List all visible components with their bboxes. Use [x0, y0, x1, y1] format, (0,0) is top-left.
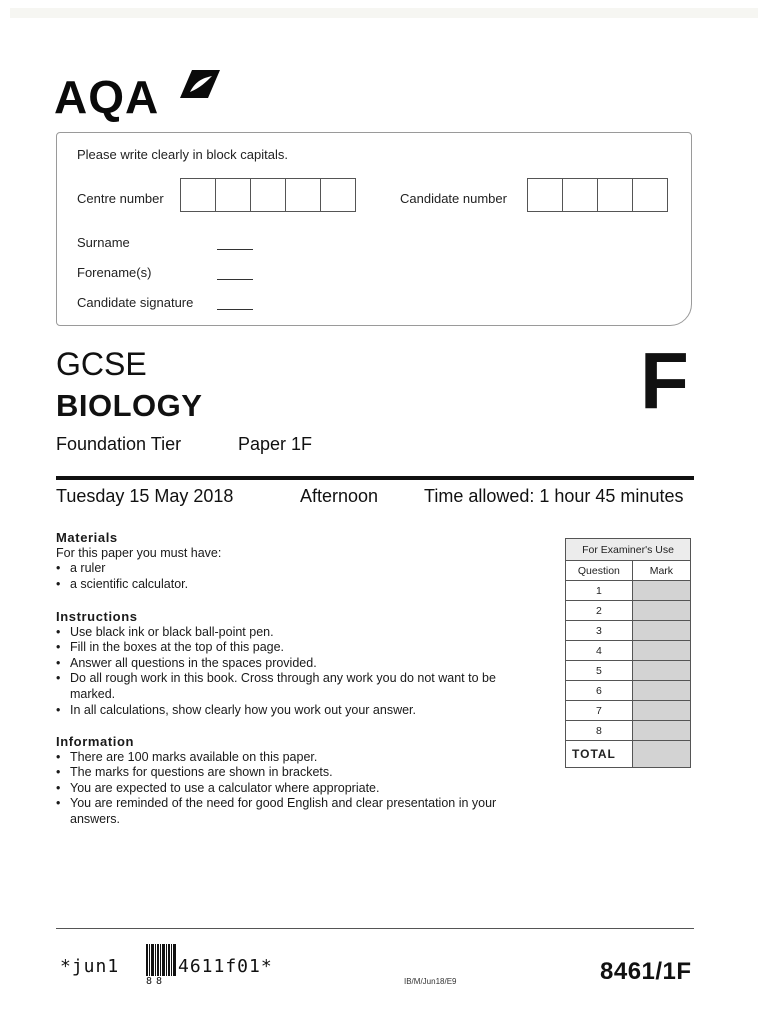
table-row: [566, 621, 691, 641]
candidate-number-boxes[interactable]: [528, 178, 668, 212]
centre-number-box[interactable]: [215, 178, 251, 212]
document-reference: IB/M/Jun18/E9: [404, 977, 457, 986]
table-row: [566, 581, 691, 601]
question-number: 6: [566, 681, 633, 701]
examiner-table-title: For Examiner's Use: [566, 539, 691, 561]
table-row: [566, 701, 691, 721]
table-row: [566, 641, 691, 661]
information-section: [56, 734, 526, 828]
barcode-digits: 88: [146, 976, 167, 987]
materials-item: • a scientific calculator.: [56, 577, 536, 593]
information-item: • You are expected to use a calculator where appropriate.: [56, 781, 526, 797]
aqa-logo: [54, 62, 254, 122]
top-edge-strip: [10, 8, 758, 18]
barcode-icon: [146, 944, 176, 976]
instructions-item: • Do all rough work in this book. Cross through any work you do not want to be marked.: [56, 671, 526, 702]
examiner-use-table: [565, 538, 691, 768]
paper-code: 8461/1F: [600, 958, 692, 985]
centre-number-box[interactable]: [285, 178, 321, 212]
mark-column-header: Mark: [632, 561, 690, 581]
candidate-number-box[interactable]: [632, 178, 668, 212]
centre-number-label: Centre number: [77, 191, 164, 206]
barcode-text-left: *jun1: [60, 956, 120, 977]
mark-cell: [632, 721, 690, 741]
centre-number-box[interactable]: [320, 178, 356, 212]
information-title: Information: [56, 734, 135, 749]
mark-cell: [632, 661, 690, 681]
centre-number-box[interactable]: [180, 178, 216, 212]
mark-cell: [632, 601, 690, 621]
question-number: 1: [566, 581, 633, 601]
materials-title: Materials: [56, 530, 118, 545]
time-allowed: Time allowed: 1 hour 45 minutes: [424, 486, 684, 506]
logo-text: AQA: [54, 71, 160, 123]
question-number: 7: [566, 701, 633, 721]
subject-title: BIOLOGY: [56, 388, 203, 423]
instructions-item: • Fill in the boxes at the top of this page.: [56, 640, 526, 656]
mark-cell: [632, 621, 690, 641]
materials-item: • a ruler: [56, 561, 536, 577]
forenames-label: Forename(s): [77, 265, 152, 280]
qualification-title: GCSE: [56, 346, 147, 382]
signature-label: Candidate signature: [77, 295, 194, 310]
information-item: • You are reminded of the need for good English and clear presentation in your answers.: [56, 796, 526, 827]
instructions-item: • Use black ink or black ball-point pen.: [56, 625, 526, 641]
barcode-text-right: 4611f01*: [178, 956, 273, 977]
question-column-header: Question: [566, 561, 633, 581]
table-row: [566, 681, 691, 701]
information-item: • The marks for questions are shown in brackets.: [56, 765, 526, 781]
total-label: TOTAL: [566, 741, 633, 768]
exam-session: Afternoon: [300, 486, 379, 506]
signature-field[interactable]: [217, 309, 253, 310]
candidate-number-label: Candidate number: [400, 191, 507, 206]
paper-label: Paper 1F: [238, 434, 313, 454]
forenames-field[interactable]: [217, 279, 253, 280]
materials-section: [56, 530, 536, 592]
tier-letter: F: [640, 336, 689, 425]
table-row: [566, 721, 691, 741]
information-item: • There are 100 marks available on this paper.: [56, 750, 526, 766]
centre-number-box[interactable]: [250, 178, 286, 212]
instructions-item: • In all calculations, show clearly how you work out your answer.: [56, 703, 526, 719]
question-number: 5: [566, 661, 633, 681]
title-divider: [56, 476, 694, 480]
candidate-number-box[interactable]: [597, 178, 633, 212]
surname-field[interactable]: [217, 249, 253, 250]
table-row: [566, 661, 691, 681]
question-number: 8: [566, 721, 633, 741]
instructions-title: Instructions: [56, 609, 138, 624]
total-mark-cell: [632, 741, 690, 768]
materials-intro: For this paper you must have:: [56, 545, 222, 560]
question-number: 3: [566, 621, 633, 641]
instructions-section: [56, 609, 526, 718]
instructions-item: • Answer all questions in the spaces provided.: [56, 656, 526, 672]
centre-number-boxes[interactable]: [181, 178, 356, 212]
table-row: [566, 601, 691, 621]
total-row: [566, 741, 691, 768]
leaf-icon: [178, 66, 222, 102]
candidate-number-box[interactable]: [527, 178, 563, 212]
tier-label: Foundation Tier: [56, 434, 182, 454]
candidate-details-box: [56, 132, 692, 326]
mark-cell: [632, 681, 690, 701]
mark-cell: [632, 581, 690, 601]
question-number: 2: [566, 601, 633, 621]
footer-divider: [56, 928, 694, 929]
surname-label: Surname: [77, 235, 130, 250]
block-capitals-instruction: Please write clearly in block capitals.: [77, 147, 288, 162]
mark-cell: [632, 701, 690, 721]
candidate-number-box[interactable]: [562, 178, 598, 212]
exam-date: Tuesday 15 May 2018: [56, 486, 234, 506]
mark-cell: [632, 641, 690, 661]
question-number: 4: [566, 641, 633, 661]
